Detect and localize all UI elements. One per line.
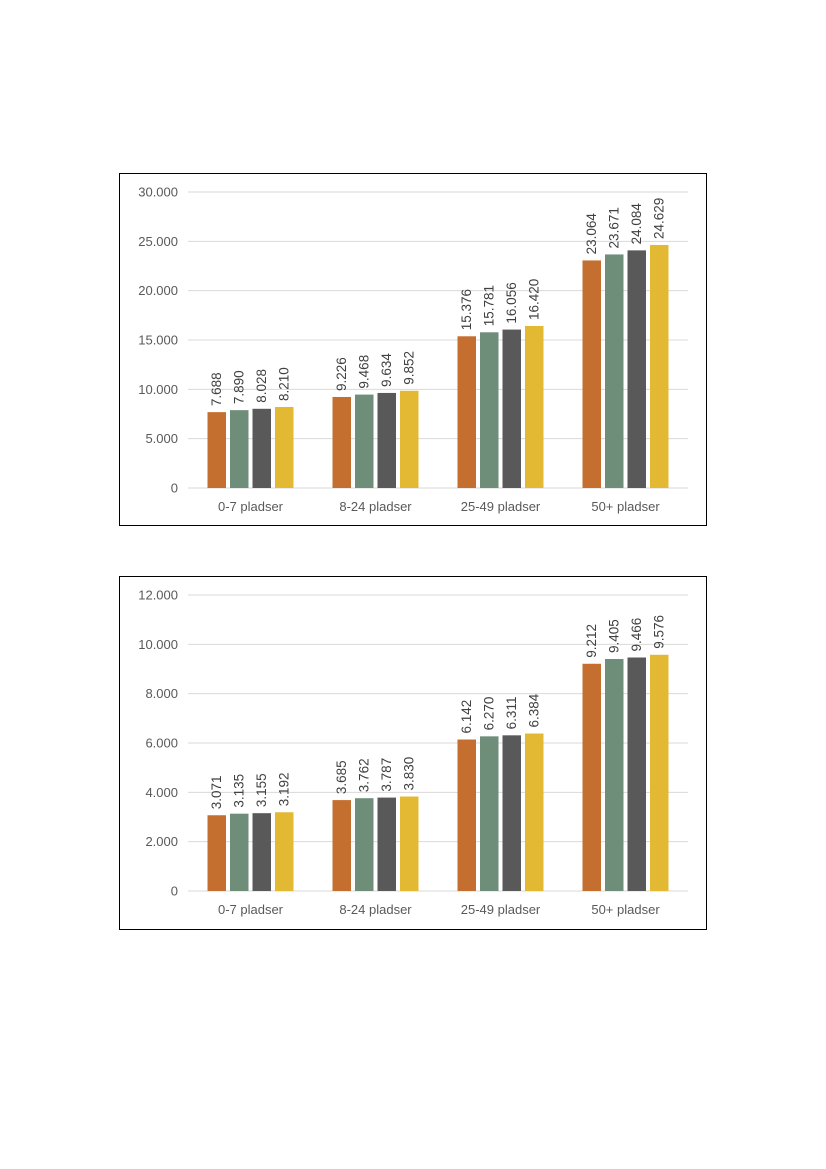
- data-label: 9.634: [379, 353, 395, 387]
- data-label: 3.155: [254, 773, 270, 808]
- data-label: 6.142: [459, 699, 475, 734]
- data-label: 15.781: [481, 284, 497, 327]
- data-label: 9.405: [606, 619, 622, 654]
- data-label: 3.830: [401, 756, 417, 791]
- data-label: 16.056: [504, 282, 520, 324]
- y-tick-label: 15.000: [138, 332, 178, 348]
- bar: [650, 655, 669, 891]
- bar: [458, 336, 477, 488]
- data-label: 24.629: [651, 197, 667, 239]
- bar: [650, 245, 669, 488]
- bar: [253, 813, 272, 891]
- data-label: 6.384: [526, 693, 542, 728]
- data-label: 24.084: [629, 203, 645, 245]
- data-label: 8.028: [254, 368, 270, 403]
- bar: [378, 393, 397, 488]
- data-label: 3.762: [356, 758, 372, 793]
- bar: [253, 409, 272, 488]
- x-tick-label: 0-7 pladser: [217, 902, 284, 917]
- y-tick-label: 12.000: [138, 587, 178, 603]
- data-label: 3.135: [231, 773, 247, 808]
- x-tick-label: 50+ pladser: [591, 499, 660, 514]
- bar: [230, 410, 249, 488]
- y-tick-label: 8.000: [145, 686, 178, 702]
- x-tick-label: 8-24 pladser: [339, 902, 412, 917]
- bar: [628, 250, 647, 488]
- data-label: 6.270: [481, 696, 497, 731]
- bar: [333, 800, 352, 891]
- y-tick-label: 2.000: [145, 834, 178, 850]
- data-label: 16.420: [526, 278, 542, 320]
- data-label: 3.787: [379, 757, 395, 792]
- chart-2-svg: [120, 577, 706, 929]
- x-tick-label: 25-49 pladser: [460, 499, 541, 514]
- data-label: 7.890: [231, 370, 247, 405]
- data-label: 9.852: [401, 350, 417, 385]
- data-label: 9.212: [584, 623, 600, 658]
- y-tick-label: 6.000: [145, 735, 178, 751]
- bar: [583, 260, 602, 488]
- y-tick-label: 30.000: [138, 184, 178, 200]
- y-tick-label: 10.000: [138, 636, 178, 652]
- bar: [480, 332, 499, 488]
- data-label: 9.226: [334, 357, 350, 391]
- bar: [208, 412, 227, 488]
- data-label: 9.466: [629, 617, 645, 652]
- bar: [378, 798, 397, 891]
- data-label: 6.311: [504, 696, 520, 730]
- data-label: 9.576: [651, 614, 667, 649]
- bar: [583, 664, 602, 891]
- bar: [275, 812, 294, 891]
- bar: [503, 330, 522, 488]
- bar: [503, 735, 522, 891]
- bar: [605, 254, 624, 488]
- bar: [355, 395, 374, 488]
- chart-1: [119, 173, 707, 526]
- y-tick-label: 10.000: [138, 381, 178, 397]
- y-tick-label: 25.000: [138, 233, 178, 249]
- chart-1-svg: [120, 174, 706, 525]
- bar: [355, 798, 374, 891]
- bar: [628, 658, 647, 891]
- bar: [400, 391, 419, 488]
- x-tick-label: 50+ pladser: [591, 902, 660, 917]
- data-label: 9.468: [356, 354, 372, 389]
- y-tick-label: 0: [170, 480, 178, 496]
- data-label: 7.688: [209, 372, 225, 407]
- chart-2: [119, 576, 707, 930]
- data-label: 8.210: [276, 367, 292, 401]
- data-label: 3.192: [276, 772, 292, 807]
- data-label: 3.685: [334, 760, 350, 795]
- y-tick-label: 0: [170, 883, 178, 899]
- bar: [605, 659, 624, 891]
- x-tick-label: 25-49 pladser: [460, 902, 541, 917]
- y-tick-label: 4.000: [145, 784, 178, 800]
- bar: [333, 397, 352, 488]
- y-tick-label: 5.000: [145, 431, 178, 447]
- bar: [275, 407, 294, 488]
- bar: [208, 815, 227, 891]
- bar: [480, 736, 499, 891]
- bar: [458, 739, 477, 891]
- bar: [525, 734, 544, 891]
- data-label: 23.671: [606, 207, 622, 249]
- y-tick-label: 20.000: [138, 283, 178, 299]
- data-label: 23.064: [584, 213, 600, 255]
- x-tick-label: 0-7 pladser: [217, 499, 284, 514]
- bar: [525, 326, 544, 488]
- data-label: 3.071: [209, 775, 225, 810]
- x-tick-label: 8-24 pladser: [339, 499, 412, 514]
- bar: [400, 797, 419, 891]
- data-label: 15.376: [459, 288, 475, 331]
- bar: [230, 814, 249, 891]
